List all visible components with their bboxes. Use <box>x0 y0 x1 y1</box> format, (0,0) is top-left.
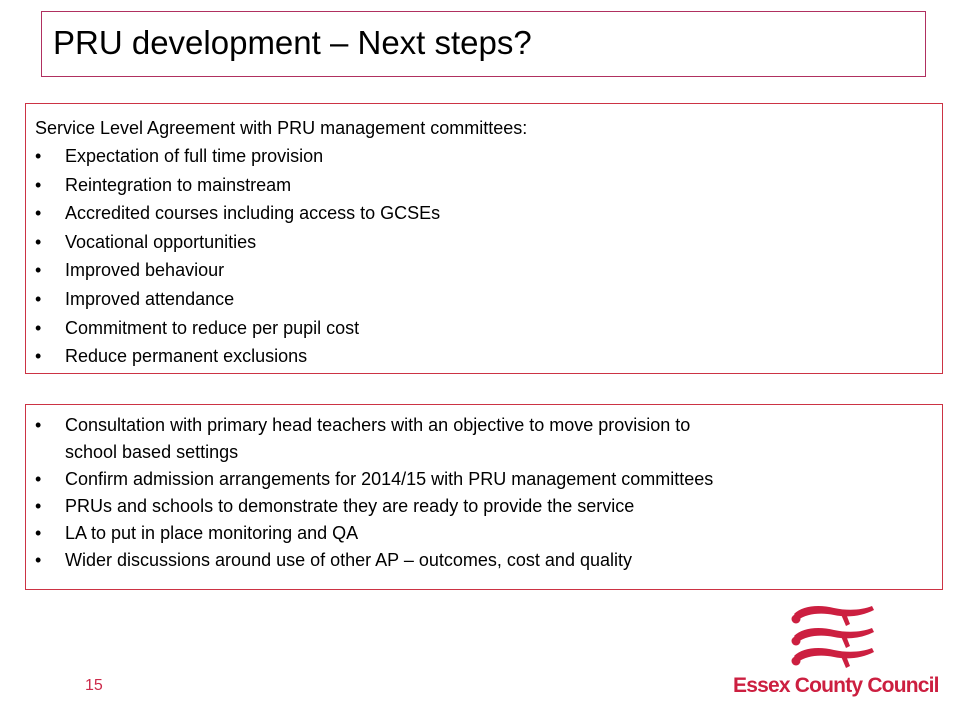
next-steps-list <box>35 412 938 574</box>
bullet-icon: • <box>35 288 42 309</box>
list-item-text: Reduce permanent exclusions <box>65 346 308 367</box>
list-item-text: Wider discussions around use of other AP – outcomes, cost and quality <box>65 550 632 570</box>
list-item <box>35 285 938 314</box>
bullet-icon: • <box>35 523 42 543</box>
list-item-text: Commitment to reduce per pupil cost <box>65 317 360 338</box>
list-item <box>35 256 938 285</box>
list-item-text: LA to put in place monitoring and QA <box>65 523 359 543</box>
title-box <box>41 11 926 77</box>
list-item <box>35 520 938 547</box>
bullet-icon: • <box>35 203 42 224</box>
list-item <box>35 342 938 371</box>
bullet-icon: • <box>35 317 42 338</box>
list-item <box>35 228 938 257</box>
three-seaxes-icon <box>788 600 878 672</box>
list-item <box>35 142 938 171</box>
bullet-icon: • <box>35 174 42 195</box>
list-item <box>35 199 938 228</box>
list-item <box>35 466 938 493</box>
sla-heading: Service Level Agreement with PRU management committees: <box>35 118 528 138</box>
list-item-text: Expectation of full time provision <box>65 146 324 166</box>
bullet-icon: • <box>35 231 42 252</box>
essex-county-council-logo <box>733 600 939 700</box>
list-item-text: PRUs and schools to demonstrate they are ready to provide the service <box>65 496 635 516</box>
bullet-icon: • <box>35 346 42 367</box>
sla-list <box>35 142 938 371</box>
list-item-text: Confirm admission arrangements for 2014/15 with PRU management committees <box>65 469 714 489</box>
bullet-icon: • <box>35 469 42 489</box>
bullet-icon: • <box>35 550 42 570</box>
list-item-text: Vocational opportunities <box>65 231 257 252</box>
list-item <box>35 171 938 200</box>
list-item <box>35 314 938 343</box>
sla-box <box>25 103 943 374</box>
list-item-text: Consultation with primary head teachers with an objective to move provision to <box>65 415 691 435</box>
next-steps-box <box>25 404 943 590</box>
slide-title: PRU development – Next steps? <box>53 24 532 61</box>
page-number: 15 <box>85 677 103 694</box>
bullet-icon: • <box>35 146 42 166</box>
bullet-icon: • <box>35 415 42 435</box>
list-item-text: Reintegration to mainstream <box>65 174 292 195</box>
list-item <box>35 493 938 520</box>
list-item-text: Accredited courses including access to GCSEs <box>65 203 441 224</box>
list-item <box>35 547 938 574</box>
bullet-icon: • <box>35 496 42 516</box>
bullet-icon: • <box>35 260 42 281</box>
list-item-text: Improved attendance <box>65 288 235 309</box>
list-item-text: Improved behaviour <box>65 260 225 281</box>
list-item-text-continued: school based settings <box>65 442 239 462</box>
logo-wordmark: Essex County Council <box>733 674 939 697</box>
list-item <box>35 412 938 466</box>
